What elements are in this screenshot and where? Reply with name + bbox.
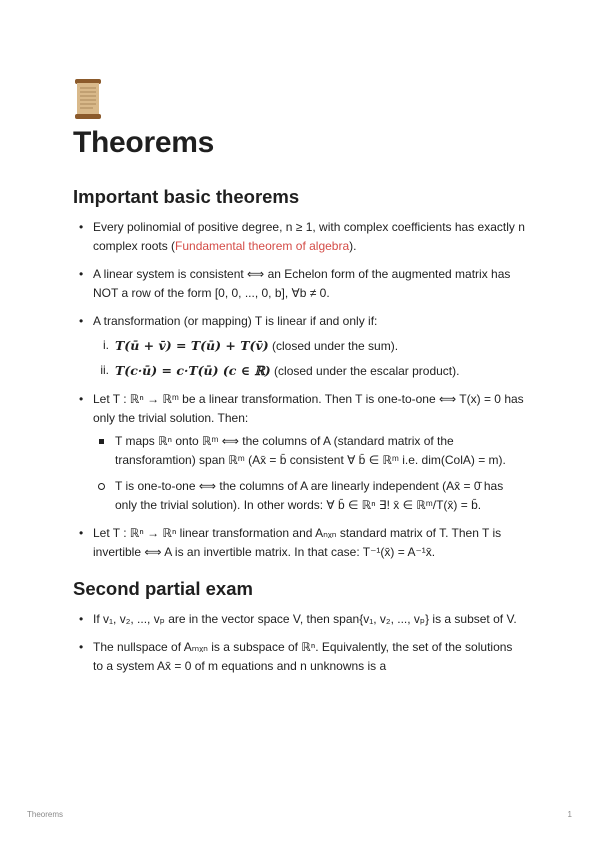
- page-title: Theorems: [73, 126, 214, 159]
- scroll-icon: [73, 78, 103, 120]
- list-item: T maps ℝⁿ onto ℝᵐ ⟺ the columns of A (standard matrix of the transforamtion) span ℝᵐ (Ax̄ = b̄ consistent ∀ b̄ ∈ ℝᵐ i.e. dim(ColA) = m).: [93, 432, 525, 470]
- basic-theorems-list: [73, 218, 525, 562]
- page-content: [73, 78, 525, 685]
- list-item: • Every polinomial of positive degree, n ≥ 1, with complex coefficients has exactly n complex roots (Fundamental theorem of algebra).: [73, 218, 525, 256]
- list-item: • A linear system is consistent ⟺ an Echelon form of the augmented matrix has NOT a row of the form [0, 0, ..., 0, b], ∀b ≠ 0.: [73, 265, 525, 303]
- list-item: • Let T : ℝⁿ → ℝᵐ be a linear transformation. Then T is one-to-one ⟺ T(x) = 0 has only the trivial solution. Then: T maps ℝⁿ onto ℝᵐ ⟺ the columns of A (standard matrix of the transforamtion) span ℝᵐ (Ax̄ = b̄ consistent ∀ b̄ ∈ ℝᵐ i.e. dim(ColA) = m). T is one-to-one ⟺ the columns of A are linearly independent (Ax̄ = 0̄ has only the trivial solution). In other words: ∀ b̄ ∈ ℝⁿ ∃! x̄ ∈ ℝᵐ/T(x̄) = b̄.: [73, 390, 525, 515]
- list-item: • If v₁, v₂, ..., vₚ are in the vector space V, then span{v₁, v₂, ..., vₚ} is a subset of V.: [73, 610, 525, 629]
- linearity-conditions: [93, 336, 525, 381]
- second-partial-list: [73, 610, 525, 676]
- list-item: • A transformation (or mapping) T is linear if and only if: i. T(ū + v̄) = T(ū) + T(v̄) (closed under the sum). ii. T(c·ū) = c·T(ū) (c ∈ ℝ) (closed under the escalar product).: [73, 312, 525, 381]
- list-item: T is one-to-one ⟺ the columns of A are linearly independent (Ax̄ = 0̄ has only the trivial solution). In other words: ∀ b̄ ∈ ℝⁿ ∃! x̄ ∈ ℝᵐ/T(x̄) = b̄.: [93, 477, 525, 515]
- fundamental-theorem-link[interactable]: Fundamental theorem of algebra: [175, 239, 350, 253]
- footer-title: Theorems: [27, 810, 64, 819]
- list-item: i. T(ū + v̄) = T(ū) + T(v̄) (closed under the sum).: [103, 338, 399, 353]
- list-item: ii. T(c·ū) = c·T(ū) (c ∈ ℝ) (closed under the escalar product).: [100, 363, 460, 378]
- list-item: • Let T : ℝⁿ → ℝⁿ linear transformation and Aₙₓₙ standard matrix of T. Then T is invertible ⟺ A is an invertible matrix. In that case: T⁻¹(x̄) = A⁻¹x̄.: [73, 524, 525, 562]
- section-heading-second-partial: Second partial exam: [73, 578, 253, 599]
- section-heading-basic: Important basic theorems: [73, 186, 300, 207]
- list-item: • The nullspace of Aₘₓₙ is a subspace of ℝⁿ. Equivalently, the set of the solutions to a system Ax̄ = 0 of m equations and n unknowns is a: [73, 638, 525, 676]
- one-to-one-conditions: [93, 432, 525, 515]
- page-number: 1: [567, 810, 572, 819]
